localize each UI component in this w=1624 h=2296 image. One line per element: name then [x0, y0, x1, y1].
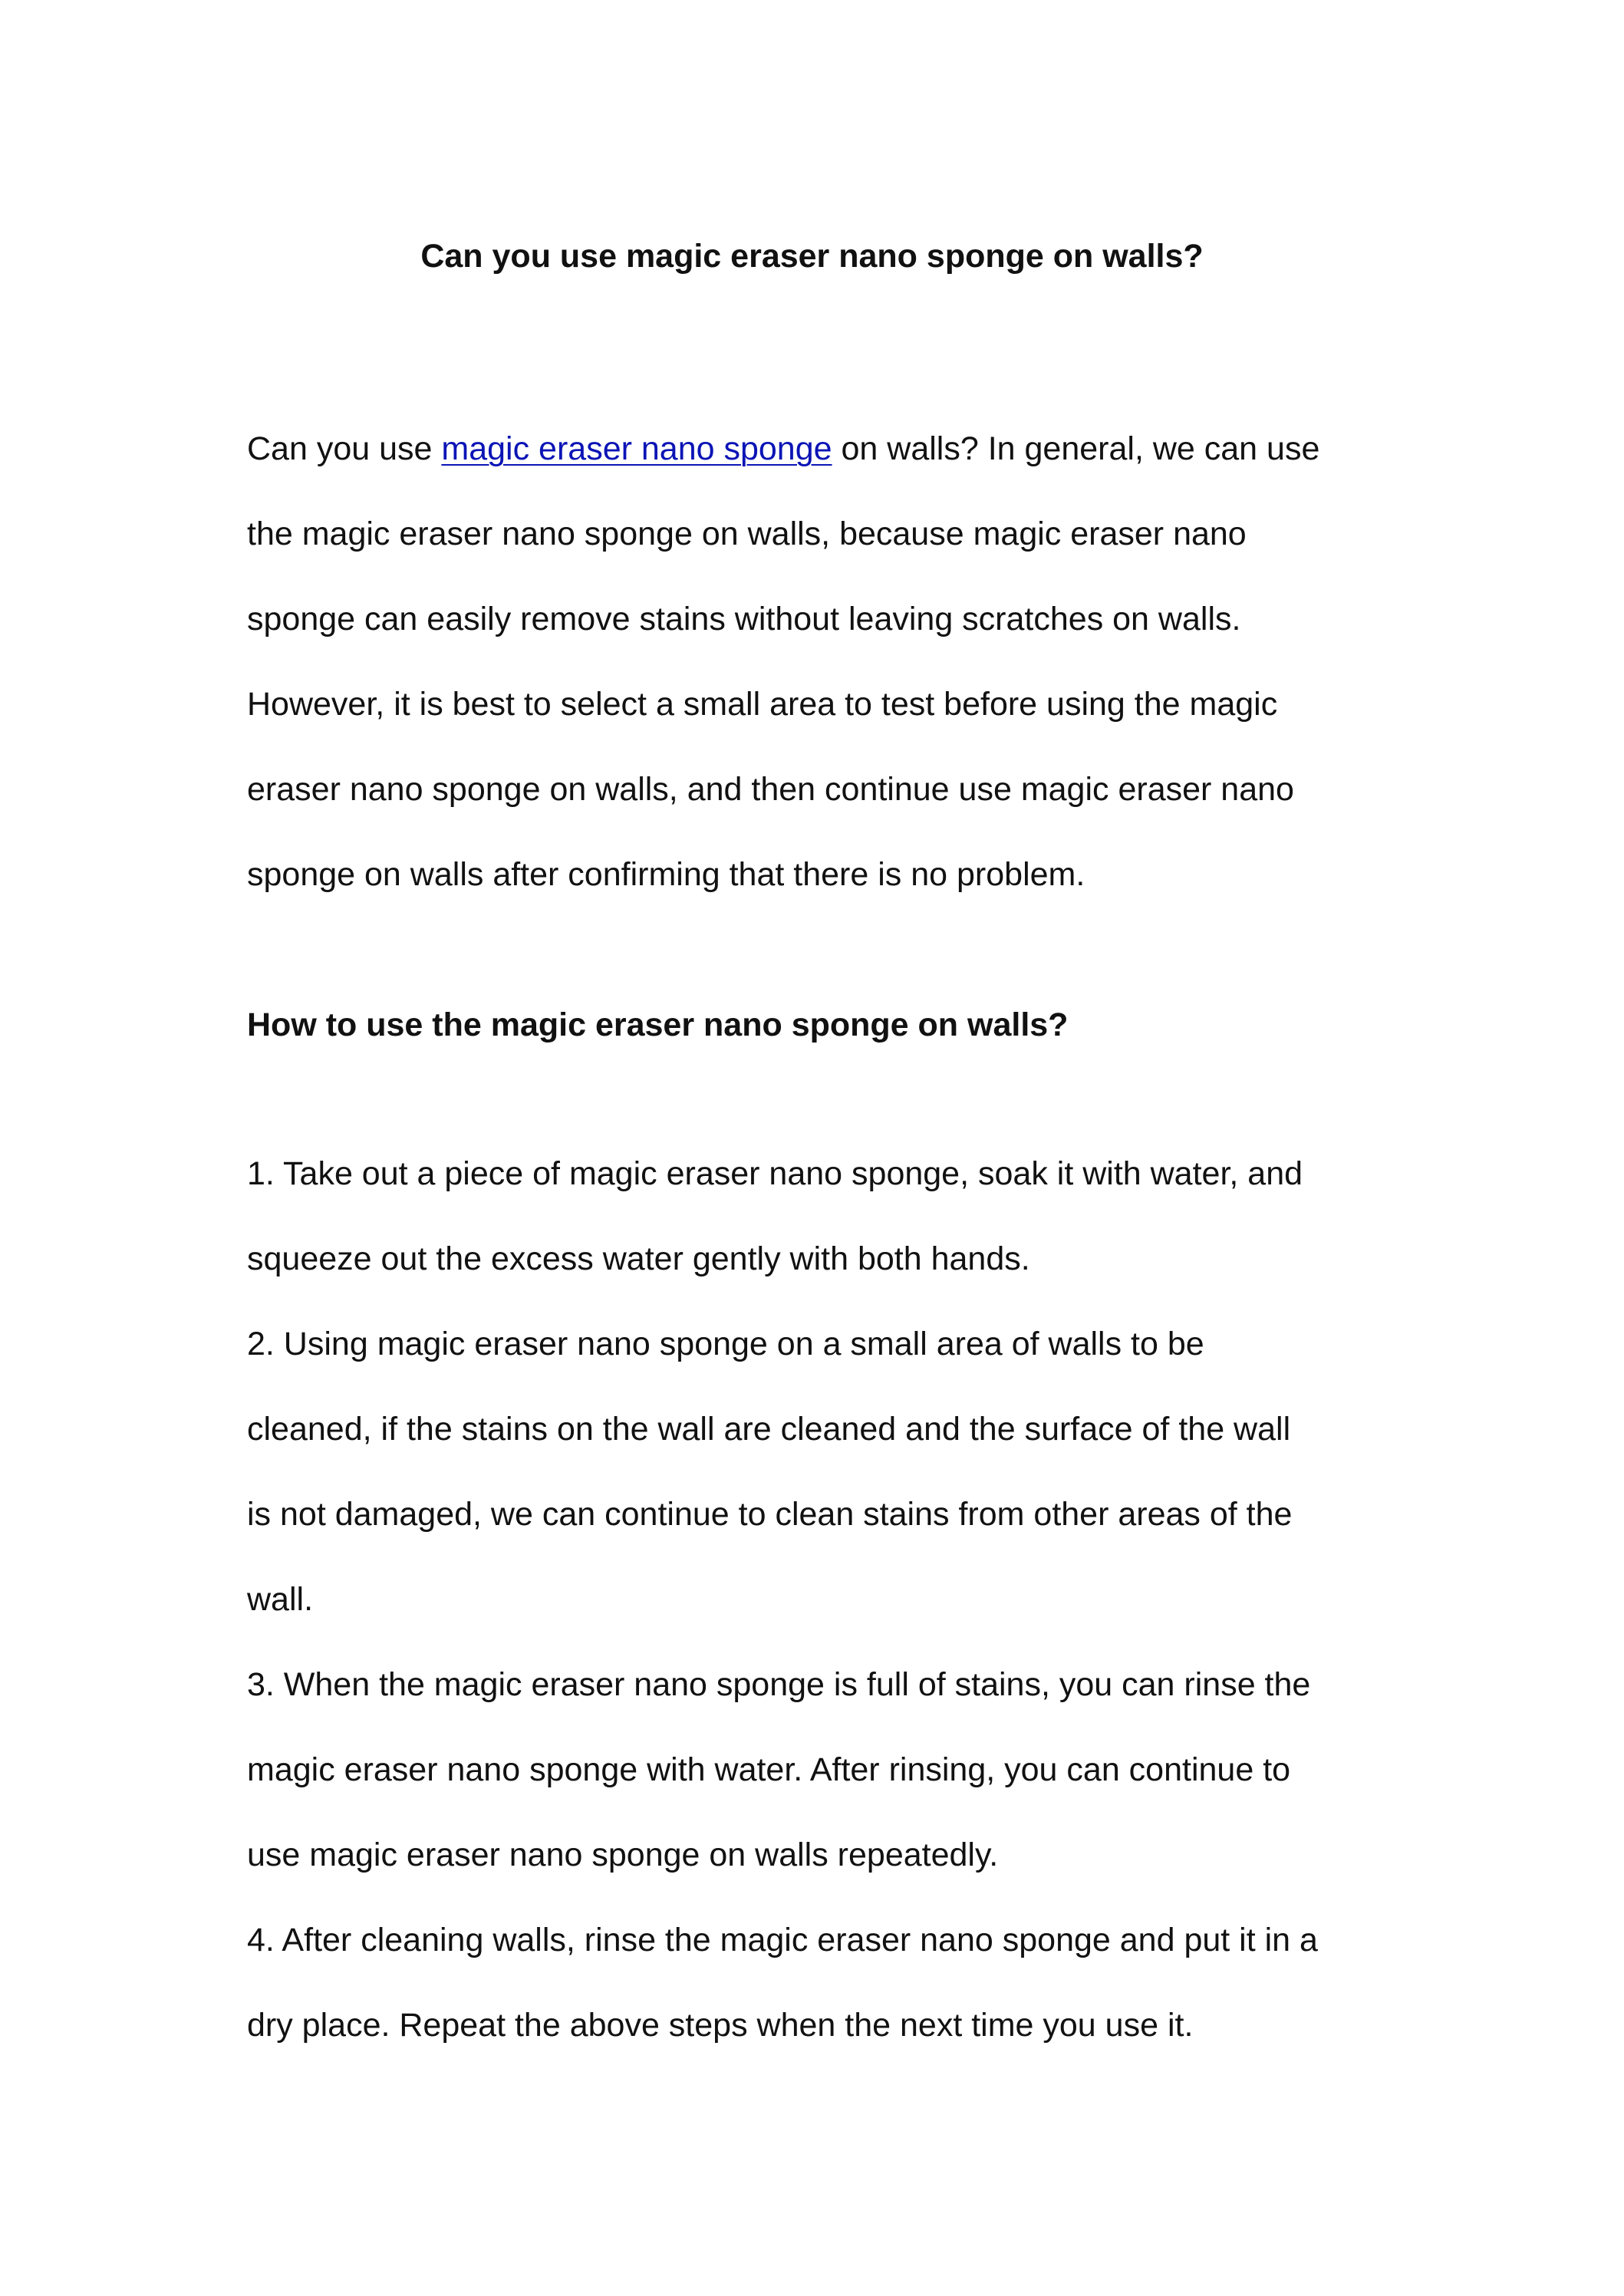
- magic-eraser-nano-sponge-link[interactable]: magic eraser nano sponge: [441, 430, 832, 467]
- step-2-line-4: wall.: [247, 1581, 314, 1618]
- section-heading: How to use the magic eraser nano sponge on walls?: [247, 1006, 1069, 1043]
- step-3-line-2: magic eraser nano sponge with water. After rinsing, you can continue to: [247, 1751, 1291, 1788]
- step-1-line-2: squeeze out the excess water gently with both hands.: [247, 1240, 1030, 1277]
- intro-line-1: [247, 407, 1398, 492]
- step-2-line-1: 2. Using magic eraser nano sponge on a small area of walls to be: [247, 1326, 1204, 1362]
- intro-line-5: eraser nano sponge on walls, and then continue use magic eraser nano: [247, 771, 1294, 808]
- intro-line-3: sponge can easily remove stains without leaving scratches on walls.: [247, 601, 1241, 637]
- step-4-line-2: dry place. Repeat the above steps when the next time you use it.: [247, 2007, 1194, 2044]
- intro-line-2: the magic eraser nano sponge on walls, because magic eraser nano: [247, 516, 1247, 552]
- intro-text-before-link: Can you use: [247, 430, 442, 467]
- intro-text-after-link: on walls? In general, we can use: [832, 430, 1320, 467]
- document-title: Can you use magic eraser nano sponge on walls?: [420, 238, 1204, 275]
- step-item-3: [247, 1642, 1398, 1898]
- steps-list: [247, 1132, 1398, 2068]
- step-2-line-3: is not damaged, we can continue to clean stains from other areas of the: [247, 1496, 1293, 1533]
- intro-paragraph: [247, 407, 1398, 917]
- intro-line-4: However, it is best to select a small area to test before using the magic: [247, 686, 1278, 723]
- step-1-line-1: 1. Take out a piece of magic eraser nano sponge, soak it with water, and: [247, 1155, 1303, 1192]
- step-4-line-1: 4. After cleaning walls, rinse the magic eraser nano sponge and put it in a: [247, 1922, 1318, 1958]
- step-item-2: [247, 1302, 1398, 1642]
- intro-line-6: sponge on walls after confirming that there is no problem.: [247, 856, 1085, 893]
- step-item-4: [247, 1898, 1398, 2068]
- step-2-line-2: cleaned, if the stains on the wall are cleaned and the surface of the wall: [247, 1411, 1291, 1448]
- step-3-line-1: 3. When the magic eraser nano sponge is full of stains, you can rinse the: [247, 1666, 1311, 1703]
- step-3-line-3: use magic eraser nano sponge on walls repeatedly.: [247, 1836, 999, 1873]
- step-item-1: [247, 1132, 1398, 1302]
